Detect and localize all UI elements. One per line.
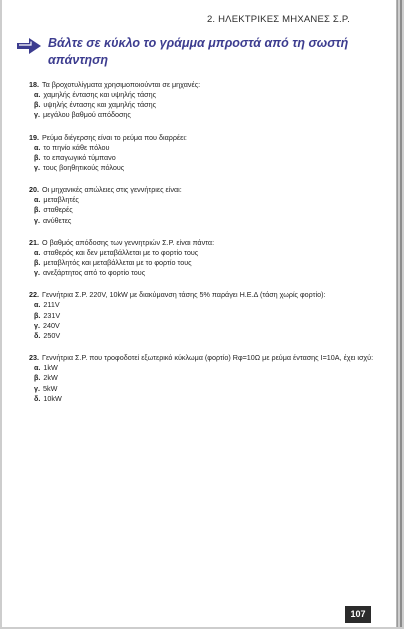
option-text: ανύθετες	[43, 215, 72, 225]
option-letter: γ.	[34, 163, 40, 173]
question-number: 23.	[29, 353, 39, 363]
option-letter: γ.	[34, 215, 40, 225]
question-text: Γεννήτρια Σ.Ρ. που τροφοδοτεί εξωτερικό κύκλωμα (φορτίο) Rφ=10Ω με ρεύμα έντασης I=10A, έχει ισχύ:	[42, 353, 374, 363]
option-text: τους βοηθητικούς πόλους	[43, 163, 125, 173]
option-text: 250V	[43, 331, 61, 341]
question-number: 21.	[29, 237, 39, 247]
question-number: 19.	[29, 132, 39, 142]
option-letter: α.	[34, 90, 41, 99]
option-letter: γ.	[34, 110, 40, 120]
option-text: 231V	[43, 310, 61, 320]
option-letter: β.	[34, 152, 41, 162]
page-number: 107	[345, 606, 371, 623]
option-letter: γ.	[34, 268, 40, 278]
option-letter: β.	[34, 373, 41, 383]
question-text: Γεννήτρια Σ.Ρ. 220V, 10kW με διακύμανση τάσης 5% παράγει Η.Ε.Δ (τάση χωρίς φορτίο):	[42, 290, 326, 300]
option-text: χαμηλής έντασης και υψηλής τάσης	[43, 90, 157, 99]
option-letter: α.	[34, 142, 41, 152]
option-letter: α.	[34, 247, 41, 257]
option-letter: β.	[34, 100, 41, 110]
option-letter: δ.	[34, 393, 41, 403]
option-text: μεταβλητές	[43, 195, 79, 205]
option-text: 1kW	[43, 363, 58, 373]
option-text: 5kW	[43, 383, 58, 393]
question-number: 18.	[29, 80, 39, 89]
option-text: 2kW	[43, 373, 58, 383]
option-text: σταθερές	[43, 205, 73, 215]
option-text: το πηνίο κάθε πόλου	[43, 142, 110, 152]
option-letter: α.	[34, 300, 41, 310]
option-letter: α.	[34, 363, 41, 373]
option-text: 240V	[43, 320, 60, 330]
option-letter: γ.	[34, 383, 40, 393]
option-letter: γ.	[34, 320, 40, 330]
question-number: 22.	[29, 290, 39, 300]
option-letter: δ.	[34, 331, 41, 341]
option-letter: β.	[34, 310, 41, 320]
instruction-text: Βάλτε σε κύκλο το γράμμα μπροστά από τη σωστή απάντηση	[48, 36, 349, 67]
running-header: 2. ΗΛΕΚΤΡΙΚΕΣ ΜΗΧΑΝΕΣ Σ.Ρ.	[206, 14, 350, 25]
option-text: υψηλής έντασης και χαμηλής τάσης	[43, 100, 157, 110]
option-text: ανεξάρτητος από το φορτίο τους	[43, 268, 146, 278]
question-text: Οι μηχανικές απώλειες στις γεννήτριες είναι:	[42, 185, 182, 195]
option-letter: β.	[34, 258, 41, 268]
question-text: Ρεύμα διέγερσης είναι το ρεύμα που διαρρέει:	[42, 132, 187, 142]
option-text: σταθερός και δεν μεταβάλλεται με το φορτίο τους	[43, 247, 199, 257]
option-text: 211V	[43, 300, 60, 310]
question-number: 20.	[29, 185, 39, 195]
option-letter: β.	[34, 205, 41, 215]
option-text: το επαγωγικό τύμπανο	[43, 152, 116, 162]
option-text: 10kW	[43, 393, 62, 403]
question-text: Ο βαθμός απόδοσης των γεννητριών Σ.Ρ. είναι πάντα:	[42, 237, 215, 247]
option-letter: α.	[34, 195, 41, 205]
option-text: μεταβλητός και μεταβάλλεται με το φορτίο τους	[43, 258, 192, 268]
option-text: μεγάλου βαθμού απόδοσης	[43, 110, 131, 120]
question-text: Τα βροχοτυλίγματα χρησιμοποιούνται σε μηχανές:	[42, 80, 201, 89]
